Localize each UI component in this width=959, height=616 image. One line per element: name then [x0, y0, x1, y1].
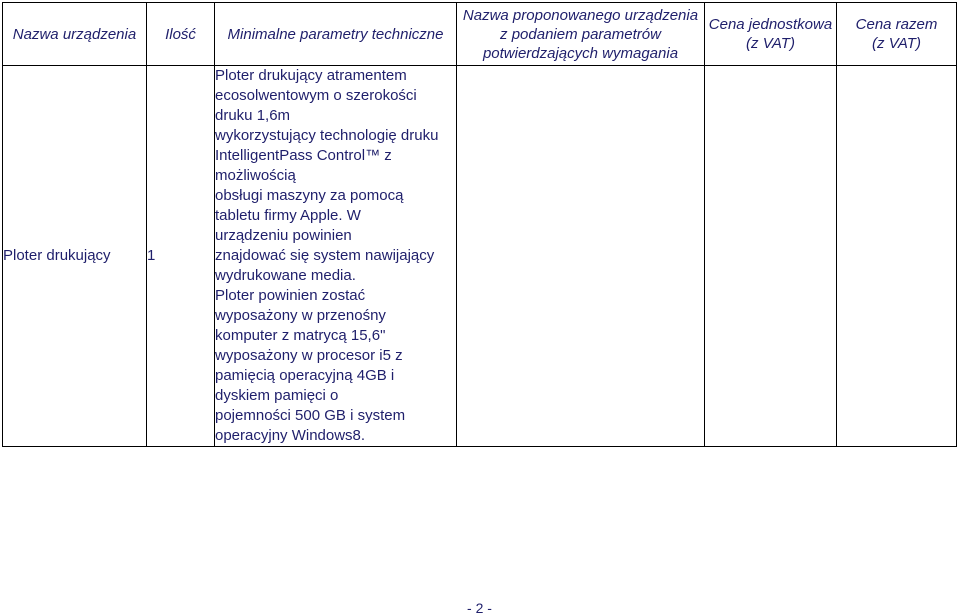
description-line: druku 1,6m [215, 107, 291, 124]
description-line: możliwością [215, 167, 296, 184]
cell-total-price [837, 66, 957, 447]
description-line: dyskiem pamięci o [215, 387, 339, 404]
description-line: ecosolwentowym o szerokości [215, 87, 417, 104]
description-line: pamięcią operacyjną 4GB i [215, 367, 395, 384]
description-line: Ploter drukujący atramentem [215, 67, 407, 84]
description-line: operacyjny Windows8. [215, 427, 366, 444]
header-quantity: Ilość [147, 3, 215, 66]
description-line: wykorzystujący technologię druku [215, 127, 439, 144]
description-line: Ploter powinien zostać [215, 287, 366, 304]
table-row [3, 66, 957, 447]
description-line: wyposażony w procesor i5 z [215, 347, 403, 364]
description-line: wyposażony w przenośny [215, 307, 386, 324]
description-line: znajdować się system nawijający [215, 247, 435, 264]
cell-unit-price [705, 66, 837, 447]
description-line: pojemności 500 GB i system [215, 407, 406, 424]
description-line: IntelligentPass Control™ z [215, 147, 392, 164]
cell-device-name: Ploter drukujący [3, 66, 147, 447]
description-line: urządzeniu powinien [215, 227, 352, 244]
description-line: obsługi maszyny za pomocą [215, 187, 404, 204]
header-row [3, 3, 957, 66]
cell-quantity: 1 [147, 66, 215, 447]
cell-offered-device [457, 66, 705, 447]
header-unit-price: Cena jednostkowa (z VAT) [705, 3, 837, 66]
description-line: wydrukowane media. [215, 267, 356, 284]
header-total-price: Cena razem (z VAT) [837, 3, 957, 66]
description-line: komputer z matrycą 15,6" [215, 327, 386, 344]
description-line: tabletu firmy Apple. W [215, 207, 361, 224]
header-offered-device: Nazwa proponowanego urządzenia z podaniem parametrów potwierdzających wymagania [457, 3, 705, 66]
header-min-params: Minimalne parametry techniczne [215, 3, 457, 66]
specification-table [2, 2, 957, 447]
cell-description [215, 66, 457, 447]
page-number: - 2 - [467, 600, 492, 616]
header-device-name: Nazwa urządzenia [3, 3, 147, 66]
